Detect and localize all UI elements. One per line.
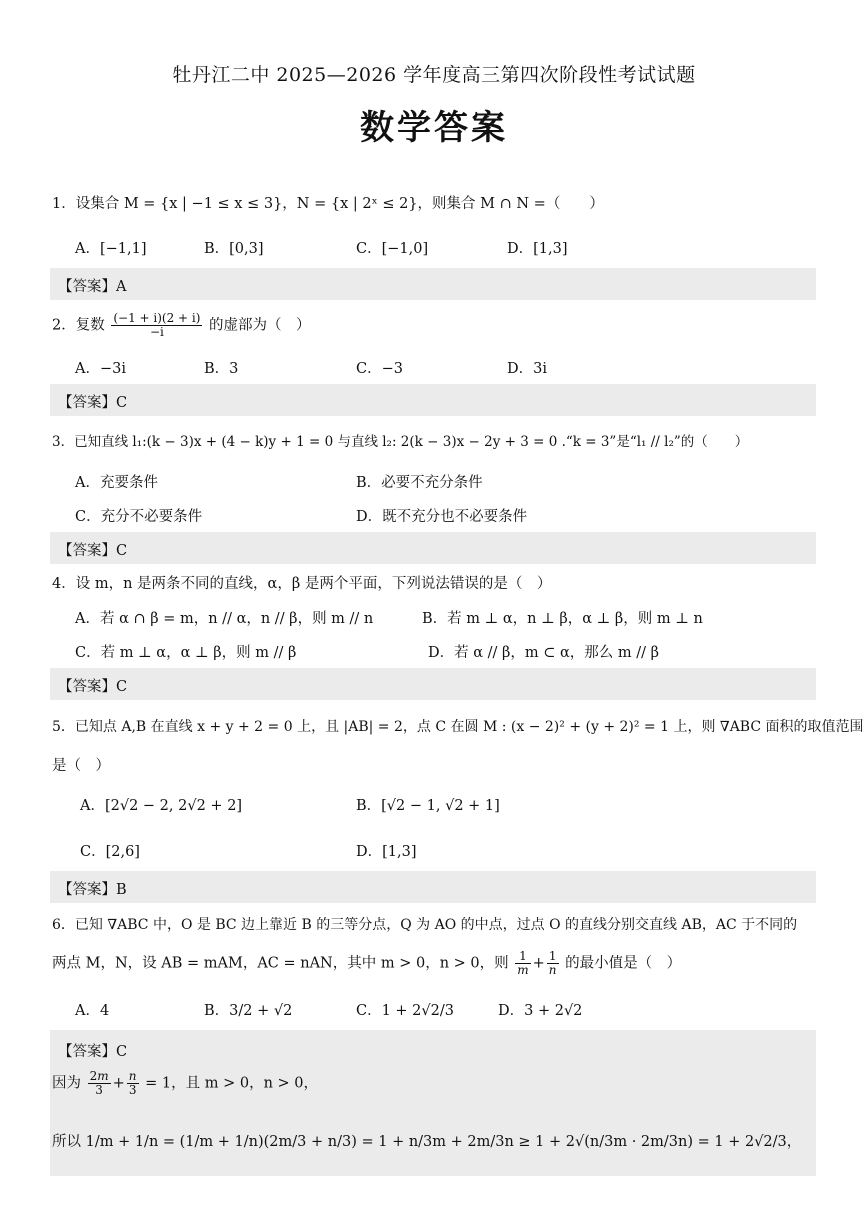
q2-fraction [111, 312, 202, 339]
q6-stem-line2-prefix: 两点 M，N，设 AB = mAM，AC = nAN，其中 m > 0，n > 0，则 [52, 955, 509, 972]
exam-title: 牡丹江二中 2025—2026 学年度高三第四次阶段性考试试题 [172, 64, 696, 86]
q1-answer: 【答案】A [58, 279, 127, 295]
q6-fraction-n-over-3: $\frac{n}{3}$ [128, 1069, 137, 1098]
q1-option-b: B．[0,3] [204, 241, 264, 257]
q3-answer: 【答案】C [58, 543, 128, 559]
q3-stem: 3．已知直线 l₁:(k − 3)x + (4 − k)y + 1 = 0 与直线 l₂: 2(k − 3)x − 2y + 3 = 0 .“k = 3”是“l₁ // l₂”的（ ） [52, 434, 749, 450]
q6-solution-line1: 因为 $\frac{2m}{3}$ + $\frac{n}{3}$ = 1，且 m > 0，n > 0， [52, 1069, 319, 1098]
q6-stem-line2: 两点 M，N，设 AB = mAM，AC = nAN，其中 m > 0，n > 0，则 $\frac{1}{m}$ + $\frac{1}{n}$ 的最小值是（ ） [52, 949, 682, 978]
q5-answer-bar [50, 871, 816, 903]
q1-option-d: D．[1,3] [507, 241, 568, 257]
q1-option-c: C．[−1,0] [356, 241, 429, 257]
q1-answer-bar [50, 268, 816, 300]
q3-option-d: D．既不充分也不必要条件 [356, 509, 528, 525]
q4-answer: 【答案】C [58, 679, 128, 695]
q6-answer: 【答案】C [58, 1044, 128, 1060]
q4-option-d: D．若 α // β，m ⊂ α，那么 m // β [428, 645, 660, 661]
q6-option-b: B．3/2 + √2 [204, 1003, 293, 1019]
q2-option-c: C．−3 [356, 361, 403, 377]
q6-stem-line1: 6．已知 ∇ABC 中，O 是 BC 边上靠近 B 的三等分点，Q 为 AO 的中点，过点 O 的直线分别交直线 AB，AC 于不同的 [52, 917, 798, 933]
q2-frac-denominator: −i [149, 325, 164, 340]
q2-answer: 【答案】C [58, 395, 128, 411]
q5-option-d: D．[1,3] [356, 844, 417, 860]
q5-option-b: B．[√2 − 1, √2 + 1] [356, 798, 500, 814]
q4-option-a: A．若 α ∩ β = m，n // α，n // β，则 m // n [75, 611, 374, 627]
q4-option-c: C．若 m ⊥ α，α ⊥ β，则 m // β [75, 645, 297, 661]
q3-option-b: B．必要不充分条件 [356, 475, 483, 491]
q3-option-c: C．充分不必要条件 [75, 509, 203, 525]
q1-stem: 1．设集合 M = {x | −1 ≤ x ≤ 3}，N = {x | 2ˣ ≤ 2}，则集合 M ∩ N =（ ） [52, 196, 604, 212]
q6-solution-line1-suffix: = 1，且 m > 0，n > 0， [145, 1075, 319, 1092]
q5-answer: 【答案】B [58, 882, 127, 898]
q6-fraction-1-over-n: $\frac{1}{n}$ [548, 949, 557, 978]
q4-answer-bar [50, 668, 816, 700]
q5-option-a: A．[2√2 − 2, 2√2 + 2] [80, 798, 243, 814]
q5-stem-line2: 是（ ） [52, 758, 110, 774]
q5-option-c: C．[2,6] [80, 844, 140, 860]
q1-option-a: A．[−1,1] [75, 241, 147, 257]
q2-option-b: B．3 [204, 361, 239, 377]
q6-stem-line2-suffix: 的最小值是（ ） [565, 955, 682, 972]
q6-solution-line1-prefix: 因为 [52, 1075, 81, 1092]
q3-answer-bar [50, 532, 816, 564]
q6-fraction-2m-over-3: $\frac{2m}{3}$ [89, 1069, 109, 1098]
q3-option-a: A．充要条件 [75, 475, 158, 491]
q6-solution-line2: 所以 1/m + 1/n = (1/m + 1/n)(2m/3 + n/3) = 1 + n/3m + 2m/3n ≥ 1 + 2√(n/3m · 2m/3n) = 1 + 2√2/3， [52, 1134, 802, 1150]
q4-stem: 4．设 m，n 是两条不同的直线，α，β 是两个平面，下列说法错误的是（ ） [52, 576, 552, 592]
subject-title: 数学答案 [360, 108, 508, 148]
q6-answer-solution-bar [50, 1030, 816, 1176]
q2-stem-prefix: 2．复数 [52, 317, 105, 334]
q2-stem [52, 312, 311, 339]
q6-fraction-1-over-m: $\frac{1}{m}$ [517, 949, 529, 978]
q2-answer-bar [50, 384, 816, 416]
q2-option-d: D．3i [507, 361, 547, 377]
q4-option-b: B．若 m ⊥ α，n ⊥ β，α ⊥ β，则 m ⊥ n [422, 611, 703, 627]
q2-frac-numerator: (−1 + i)(2 + i) [113, 311, 201, 325]
q5-stem-line1: 5．已知点 A,B 在直线 x + y + 2 = 0 上，且 |AB| = 2，点 C 在圆 M : (x − 2)² + (y + 2)² = 1 上，则 ∇ABC 面积的取值范围 [52, 719, 864, 735]
q6-option-d: D．3 + 2√2 [498, 1003, 583, 1019]
q2-option-a: A．−3i [75, 361, 126, 377]
q2-stem-suffix: 的虚部为（ ） [209, 317, 311, 334]
q6-option-c: C．1 + 2√2/3 [356, 1003, 454, 1019]
q6-option-a: A．4 [75, 1003, 110, 1019]
